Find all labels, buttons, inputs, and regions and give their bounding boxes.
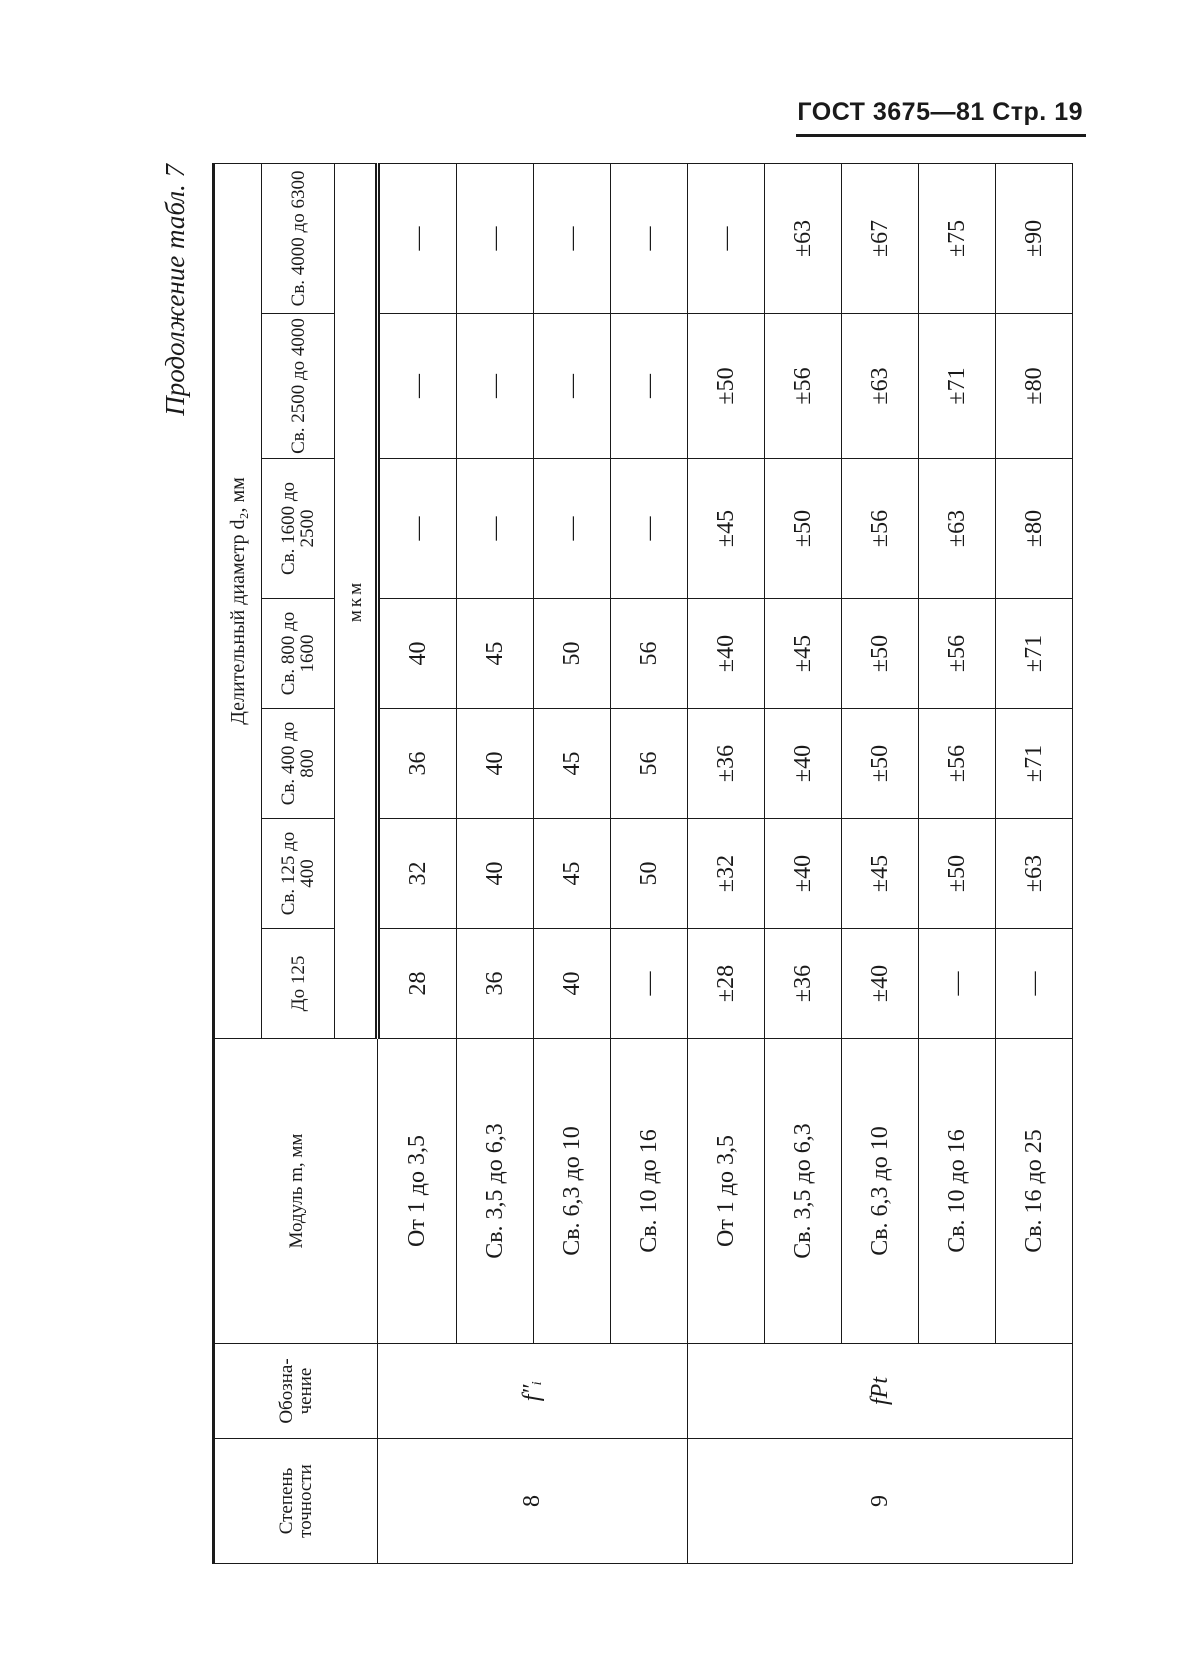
- value-cell: ±40: [842, 929, 919, 1039]
- value-cell: ±56: [919, 599, 996, 709]
- value-cell: —: [996, 929, 1073, 1039]
- value-cell: —: [611, 314, 688, 459]
- value-cell: ±45: [688, 459, 765, 599]
- module-cell: Св. 3,5 до 6,3: [765, 1039, 842, 1344]
- header-dia-5: Св. 2500 до 4000: [262, 314, 335, 459]
- value-cell: ±50: [842, 599, 919, 709]
- table-caption: Продолжение табл. 7: [160, 164, 190, 416]
- value-cell: 45: [534, 709, 611, 819]
- value-cell: —: [378, 163, 457, 313]
- page-header: ГОСТ 3675—81 Стр. 19: [797, 98, 1083, 126]
- value-cell: —: [534, 163, 611, 313]
- value-cell: ±80: [996, 314, 1073, 459]
- value-cell: —: [611, 459, 688, 599]
- value-cell: ±63: [919, 459, 996, 599]
- value-cell: 45: [457, 599, 534, 709]
- header-dia-0: До 125: [262, 929, 335, 1039]
- value-cell: ±63: [996, 819, 1073, 929]
- header-diameter-group: Делительный диаметр d₂, мм: [214, 163, 262, 1038]
- header-dia-6: Св. 4000 до 6300: [262, 163, 335, 313]
- header-dia-2: Св. 400 до 800: [262, 709, 335, 819]
- module-cell: От 1 до 3,5: [688, 1039, 765, 1344]
- value-cell: ±40: [688, 599, 765, 709]
- value-cell: 36: [378, 709, 457, 819]
- module-cell: Св. 6,3 до 10: [534, 1039, 611, 1344]
- value-cell: ±56: [842, 459, 919, 599]
- value-cell: 28: [378, 929, 457, 1039]
- header-dia-4: Св. 1600 до 2500: [262, 459, 335, 599]
- value-cell: ±90: [996, 163, 1073, 313]
- value-cell: ±67: [842, 163, 919, 313]
- header-grade: Степень точности: [214, 1439, 378, 1564]
- value-cell: ±28: [688, 929, 765, 1039]
- value-cell: ±36: [765, 929, 842, 1039]
- tolerance-table: [212, 163, 1073, 1564]
- module-cell: От 1 до 3,5: [378, 1039, 457, 1344]
- table-row: [378, 163, 457, 1563]
- grade-cell: 8: [378, 1439, 688, 1564]
- table-row: [688, 163, 765, 1563]
- header-rule: [796, 134, 1086, 137]
- value-cell: 45: [534, 819, 611, 929]
- header-row-1: [214, 163, 262, 1563]
- value-cell: —: [611, 163, 688, 313]
- value-cell: ±45: [765, 599, 842, 709]
- module-cell: Св. 10 до 16: [611, 1039, 688, 1344]
- value-cell: —: [919, 929, 996, 1039]
- module-cell: Св. 3,5 до 6,3: [457, 1039, 534, 1344]
- value-cell: ±40: [765, 709, 842, 819]
- value-cell: ±45: [842, 819, 919, 929]
- header-unit: мкм: [335, 163, 378, 1038]
- value-cell: 36: [457, 929, 534, 1039]
- value-cell: ±32: [688, 819, 765, 929]
- value-cell: ±50: [688, 314, 765, 459]
- value-cell: ±71: [996, 709, 1073, 819]
- header-module: Модуль m, мм: [214, 1039, 378, 1344]
- value-cell: —: [534, 459, 611, 599]
- designation-cell: f″ᵢ: [378, 1344, 688, 1439]
- designation-cell: fPt: [688, 1344, 1073, 1439]
- value-cell: 56: [611, 709, 688, 819]
- value-cell: 50: [611, 819, 688, 929]
- value-cell: ±80: [996, 459, 1073, 599]
- module-cell: Св. 16 до 25: [996, 1039, 1073, 1344]
- value-cell: —: [688, 163, 765, 313]
- value-cell: —: [457, 314, 534, 459]
- value-cell: 40: [378, 599, 457, 709]
- value-cell: 32: [378, 819, 457, 929]
- header-designation: Обозна-чение: [214, 1344, 378, 1439]
- header-dia-1: Св. 125 до 400: [262, 819, 335, 929]
- value-cell: ±63: [842, 314, 919, 459]
- value-cell: 50: [534, 599, 611, 709]
- value-cell: ±63: [765, 163, 842, 313]
- value-cell: —: [534, 314, 611, 459]
- value-cell: —: [457, 163, 534, 313]
- value-cell: 40: [534, 929, 611, 1039]
- value-cell: ±50: [842, 709, 919, 819]
- value-cell: ±40: [765, 819, 842, 929]
- value-cell: —: [378, 459, 457, 599]
- value-cell: ±50: [919, 819, 996, 929]
- value-cell: ±71: [919, 314, 996, 459]
- value-cell: 40: [457, 709, 534, 819]
- value-cell: ±71: [996, 599, 1073, 709]
- value-cell: —: [378, 314, 457, 459]
- module-cell: Св. 6,3 до 10: [842, 1039, 919, 1344]
- value-cell: —: [611, 929, 688, 1039]
- value-cell: ±36: [688, 709, 765, 819]
- value-cell: ±75: [919, 163, 996, 313]
- value-cell: ±50: [765, 459, 842, 599]
- value-cell: ±56: [919, 709, 996, 819]
- header-dia-3: Св. 800 до 1600: [262, 599, 335, 709]
- value-cell: 40: [457, 819, 534, 929]
- rotated-table-block: [160, 164, 1075, 1564]
- value-cell: ±56: [765, 314, 842, 459]
- value-cell: —: [457, 459, 534, 599]
- grade-cell: 9: [688, 1439, 1073, 1564]
- value-cell: 56: [611, 599, 688, 709]
- module-cell: Св. 10 до 16: [919, 1039, 996, 1344]
